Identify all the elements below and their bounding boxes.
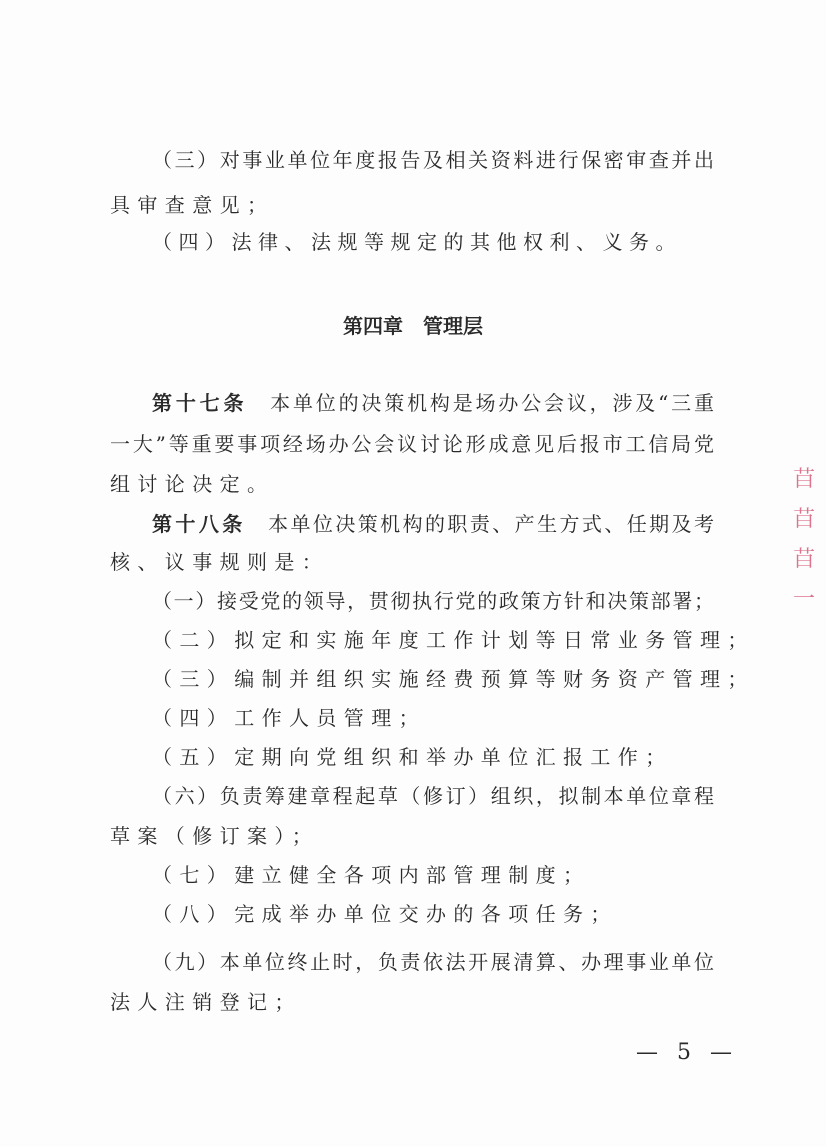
article-18-line-2: 核、议事规则是： xyxy=(110,550,330,574)
list-item: （九）本单位终止时，负责依法开展清算、办理事业单位 xyxy=(152,950,714,974)
list-item: （六）负责筹建章程起草（修订）组织，拟制本单位章程 xyxy=(152,784,714,808)
item-3-line-1: （三）对事业单位年度报告及相关资料进行保密审查并出 xyxy=(152,148,714,172)
list-item-continuation: 草案（修订案）； xyxy=(110,824,320,848)
article-18-line-1 xyxy=(152,511,714,537)
list-item-continuation: 法人注销登记； xyxy=(110,990,302,1014)
list-item: （五）定期向党组织和举办单位汇报工作； xyxy=(152,745,673,769)
list-item: （四）工作人员管理； xyxy=(152,706,426,730)
article-18-text: 本单位决策机构的职责、产生方式、任期及考 xyxy=(268,512,715,536)
page-number: — 5 — xyxy=(636,1040,738,1065)
list-item: （八）完成举办单位交办的各项任务； xyxy=(152,902,618,926)
chapter-title: 管理层 xyxy=(423,314,483,338)
article-17-label: 第十七条 xyxy=(152,391,248,415)
item-3-line-2: 具审查意见； xyxy=(110,193,275,217)
article-17-line-2: 一大”等重要事项经场办公会议讨论形成意见后报市工信局党 xyxy=(110,432,714,456)
chapter-number: 第四章 xyxy=(343,314,403,338)
article-17-text: 本单位的决策机构是场办公会议，涉及“三重 xyxy=(270,391,714,415)
article-18-label: 第十八条 xyxy=(152,512,246,536)
item-4: （四）法律、法规等规定的其他权利、义务。 xyxy=(152,230,682,254)
list-item: （七）建立健全各项内部管理制度； xyxy=(152,863,591,887)
chapter-heading xyxy=(0,310,826,339)
list-item: （三）编制并组织实施经费预算等财务资产管理； xyxy=(152,667,755,691)
list-item: （二）拟定和实施年度工作计划等日常业务管理； xyxy=(152,628,755,652)
partial-seal-stamp: 䒤 䒤 䒤 一 xyxy=(793,467,816,612)
list-item: （一）接受党的领导，贯彻执行党的政策方针和决策部署； xyxy=(152,589,714,613)
article-17-line-1 xyxy=(152,390,714,416)
article-17-line-3: 组讨论决定。 xyxy=(110,472,275,496)
